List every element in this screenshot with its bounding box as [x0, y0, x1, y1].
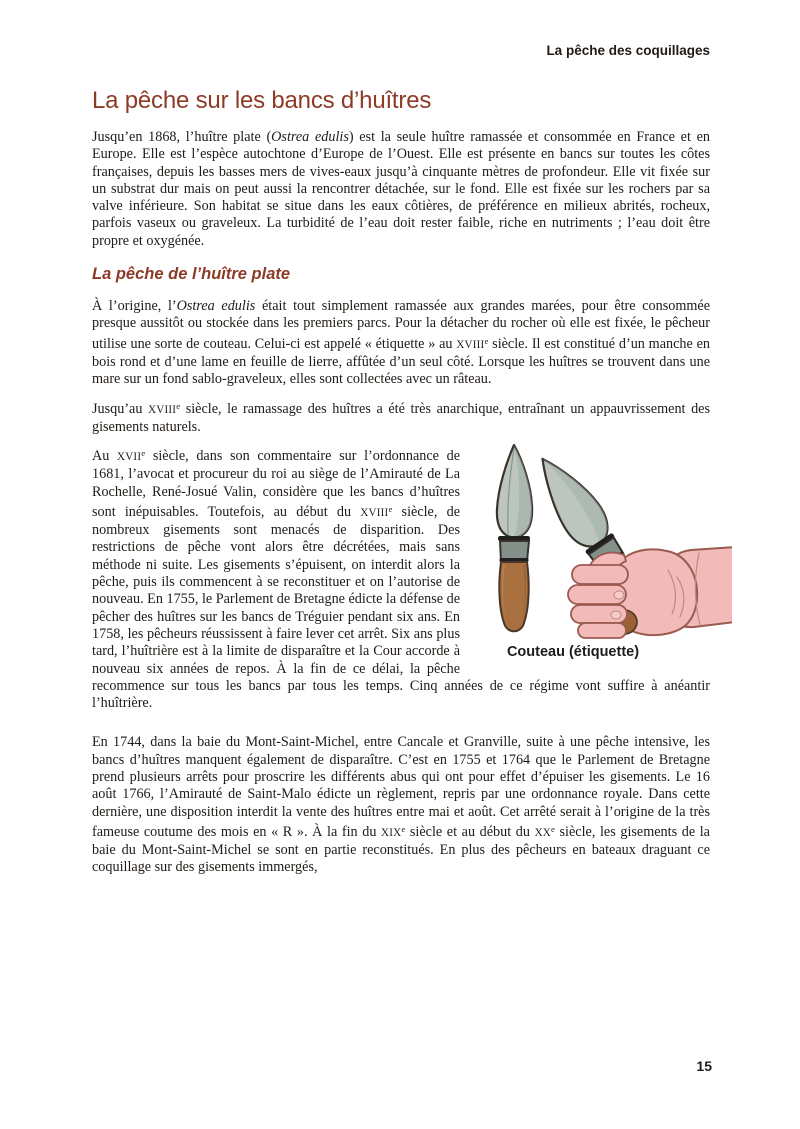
running-header: La pêche des coquillages [546, 43, 710, 58]
body-paragraph: Jusqu’en 1868, l’huître plate (Ostrea edulis) est la seule huître ramassée et consommée en France et en Europe. Elle est l’espèce autochtone d’Europe de l’Ouest. Elle est présente en bancs sur toutes les côtes françaises, depuis les basses mers de vives-eaux jusqu’à cinquante mètres de profondeur. Elle vit fixée sur un substrat dur mais on peut aussi la rencontrer détachée, sur le fond. Elle est fixée sur les rochers par sa valve inférieure. Son habitat se situe dans les eaux côtières, de préférence en milieux abrités, rocheux, parfois vaseux ou graveleux. La turbidité de l’eau doit rester faible, riche en nutriments ; l’eau doit être propre et oxygénée. [92, 129, 710, 249]
page-title: La pêche sur les bancs d’huîtres [92, 87, 432, 114]
body-paragraph: En 1744, dans la baie du Mont-Saint-Michel, entre Cancale et Granville, suite à une pêche intensive, les bancs d’huîtres manquent également de disparaître. C’est en 1755 et 1764 que le Parlement de Bretagne prend plusieurs arrêts pour proscrire les différents abus qui ont pour effet d’épuiser les gisements. Le 16 août 1766, l’Amirauté de Saint-Malo édicte un règlement, repris par une ordonnance royale. Dans cette dernière, une disposition interdit la vente des huîtres entre mai et août. Cet arrêté serait à l’origine de la très fameuse coutume des mois en « R ». À la fin du XIXe siècle et au début du XXe siècle, les gisements de la baie du Mont-Saint-Michel se sont en partie reconstitués. En plus des pêcheurs en bateaux draguant ce coquillage sur des gisements immergés, [92, 734, 710, 876]
knife-illustration [472, 439, 732, 639]
section-subtitle: La pêche de l’huître plate [92, 265, 291, 284]
body-paragraph: Jusqu’au XVIIIe siècle, le ramassage des huîtres a été très anarchique, entraînant un appauvrissement des gisements naturels. [92, 400, 710, 435]
vertical-knife-icon [497, 445, 532, 631]
paragraph-with-figure [92, 445, 710, 721]
hand-holding-knife-icon [526, 447, 732, 638]
knife-figure [472, 439, 732, 661]
body-paragraph: Au XVIIe siècle, dans son commentaire sur l’ordonnance de 1681, l’avocat et procureur du roi au siège de l’Amirauté de La Rochelle, René-Josué Valin, considère que les bancs d’huîtres sont inépuisables. Toutefois, au début du XVIIIe siècle, de nombreux gisements sont menacés de disparition. Des restrictions de pêche vont alors être décrétées, mais sans méthode ni suite. Les gisements s’épuisent, on interdit alors la pêche, puis ils commencent à se reconstituer et on l’autorise de nouveau. En 1755, le Parlement de Bretagne édicte la défense de pêcher des huîtres sur les bancs de Tréguier pendant six ans. En 1758, les pêcheurs réussissent à faire lever cet arrêt. Six ans plus tard, l’huîtrière est à la limite de disparaître et la Cour accorde à nouveau six années de repos. À la fin de ce délai, la pêche recommence sur tous les bancs par tous les temps. Cinq années de ce régime vont suffire à anéantir l’huîtrière. [92, 448, 710, 712]
figure-caption: Couteau (étiquette) [506, 644, 640, 661]
body-paragraph: À l’origine, l’Ostrea edulis était tout simplement ramassée aux grandes marées, pour être consommée presque aussitôt ou stockée dans les premiers parcs. Pour la détacher du rocher où elle est fixée, le pêcheur utilise une sorte de couteau. Celui-ci est appelé « étiquette » au XVIIIe siècle. Il est constitué d’un manche en bois rond et d’une lame en feuille de lierre, affûtée d’un seul côté. Lorsque les huîtres se trouvent dans une mare sur un fond sablo-graveleux, elles sont collectées avec un râteau. [92, 298, 711, 388]
page-number: 15 [696, 1058, 712, 1074]
